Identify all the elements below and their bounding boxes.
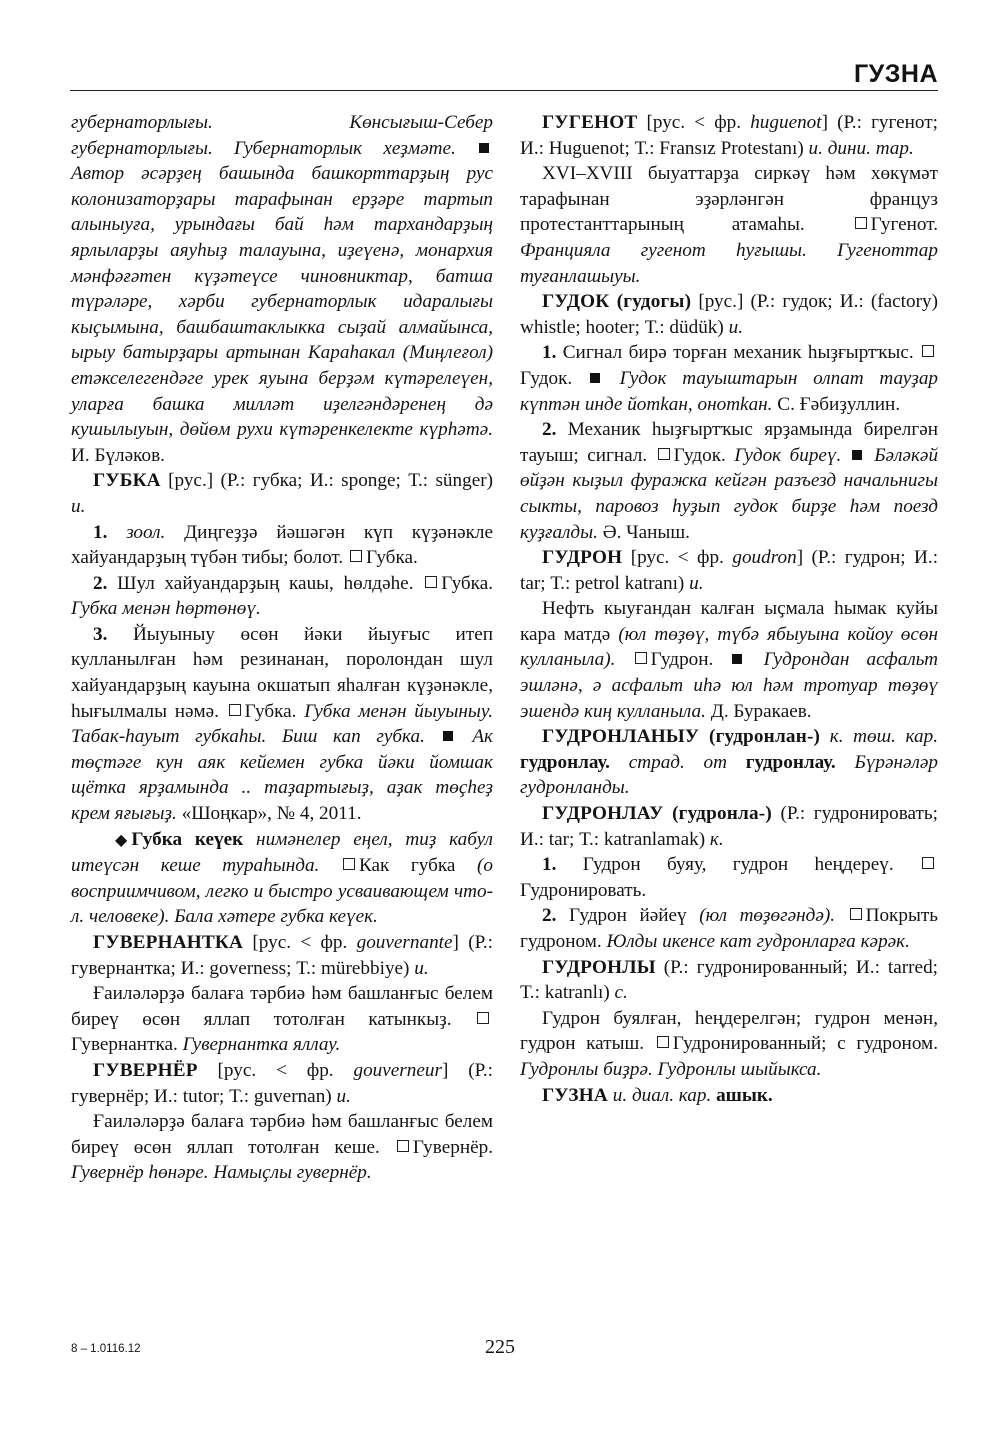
entry-guzna xyxy=(520,1083,938,1109)
grammar-info: ] (Р.: гудрон; И.: tar; Т.: petrol katranı) xyxy=(520,547,939,594)
sense xyxy=(71,571,493,622)
russian-equivalent-icon xyxy=(635,652,647,664)
grammar-label: к. төш. кар. xyxy=(829,726,938,748)
definition: Шул хайуандарҙың каuы, һөлдәhe. xyxy=(117,572,414,594)
example-text: Губка менән һөртөнөү. xyxy=(71,598,261,620)
russian-equivalent: Гудронировать. xyxy=(520,879,647,901)
grammar-info: (Р.: гудронированный; И.: tarred; Т.: katranlı) xyxy=(520,956,938,1004)
citation-source: С. Ғәбиҙуллин. xyxy=(777,393,901,415)
definition: Гудрон йәйеү xyxy=(568,905,687,927)
grammar-info: [рус.] (Р.: гудок; И.: (factory) whistle; hooter; Т.: düdük) xyxy=(520,291,938,338)
headword: ГУДРОНЛЫ xyxy=(542,956,656,978)
definition-gloss: (юл төҙөү, түбә ябыуына койоу өсөн кулланыла). xyxy=(520,623,938,671)
russian-equivalent: Гувернёр. xyxy=(412,1136,494,1158)
russian-equivalent: Гугенот. xyxy=(870,214,938,236)
grammar-label: страд. от xyxy=(628,751,727,773)
grammar-info: ] (Р.: гугенот; И.: Huguenot; Т.: Fransız Protestanı) xyxy=(520,112,938,159)
sense xyxy=(71,981,493,1058)
citation-source: Д. Буракаев. xyxy=(710,700,812,722)
sense xyxy=(520,340,938,417)
entry-gudronlau xyxy=(520,801,938,852)
example-text: Францияла гугенот һуғышы. Гугеноттар туғанлашыуы. xyxy=(520,239,938,287)
example-text: губернаторлығы. Көнсығыш-Себер губернаторлығы. Губернаторлык хеҙмәте. xyxy=(71,112,493,159)
example-text: Бала хәтере губка кеүек. xyxy=(174,906,378,928)
entry-gudron xyxy=(520,545,938,596)
sense-number: 2. xyxy=(93,572,108,594)
entry-gubka xyxy=(71,468,493,519)
russian-equivalent: Губка. xyxy=(244,700,297,722)
citation-marker-icon xyxy=(443,731,453,741)
russian-gloss: (о восприимчивом, легко и быстро усваивающем что-л. человеке). xyxy=(71,855,494,928)
domain-label: зоол. xyxy=(126,521,166,543)
part-of-speech: с. xyxy=(614,982,628,1004)
sense xyxy=(520,596,938,724)
definition: Гудрон буяу, гудрон һеңдереү. xyxy=(582,854,894,876)
headword: ГУДОК (гудогы) xyxy=(542,291,692,313)
example-text: Бүрәнәләр гудронланды. xyxy=(520,751,939,799)
example-text: Губка менән йыуыныу. Табак-һауыт губкаһы. Биш кап губка. xyxy=(71,700,493,748)
etymon: goudron xyxy=(732,547,797,569)
russian-equivalent: Гудок. xyxy=(520,367,573,389)
citation-marker-icon xyxy=(732,654,742,664)
running-head: ГУЗНА xyxy=(854,60,938,88)
sense xyxy=(71,1109,493,1186)
entry-continuation xyxy=(71,110,493,468)
entry-guvernantka xyxy=(71,930,493,981)
russian-equivalent: Гувернантка. xyxy=(71,1034,178,1056)
definition: Диңгеҙҙә йәшәгән күп күҙәнәкле хайуандарҙың түбән тибы; болот. xyxy=(71,521,494,569)
etymon: gouvernante xyxy=(356,932,453,953)
part-of-speech: к. xyxy=(709,828,724,850)
cross-reference: гудронлау. xyxy=(745,751,836,773)
cross-reference: ашык. xyxy=(716,1084,773,1106)
russian-equivalent: Гудронированный; с гудроном. xyxy=(672,1033,938,1055)
definition: Сигнал бирә торған механик һыҙғыртҡыс. xyxy=(562,342,914,364)
sense xyxy=(520,903,938,954)
russian-equivalent-icon xyxy=(229,704,241,716)
russian-equivalent: Губка. xyxy=(441,572,494,594)
grammar-info: [рус.] (Р.: губка; И.: sponge; Т.: sünger) xyxy=(168,470,494,492)
definition: XVI–XVIII быуаттарҙа сиркәү һәм хөкүмәт тарафынан эҙәрләнгән француз протестанттарының атамаһы. xyxy=(520,163,938,236)
phraseme xyxy=(71,827,493,930)
headword: ГУГЕНОТ xyxy=(542,112,638,133)
grammar-info: [рус. < фр. xyxy=(217,1059,334,1081)
russian-equivalent-icon xyxy=(922,857,934,869)
citation-marker-icon xyxy=(479,143,489,153)
grammar-info: [рус. < фр. xyxy=(646,112,742,133)
phraseme-definition: нимәнелер еңел, тиҙ кабул итеүсән кеше тураһында. xyxy=(71,828,494,877)
header-rule xyxy=(70,90,938,91)
sense xyxy=(71,622,493,827)
example-text: Гудок биреү. xyxy=(734,444,842,466)
citation-marker-icon xyxy=(590,373,600,383)
citation-text: Ак төҫтәге кун аяк кейемен губка йәки йомшак щётка ярҙамында .. таҙартығыҙ, аҙак төҫһеҙ крем яғығыҙ. xyxy=(71,726,494,825)
grammar-info: [рус. < фр. xyxy=(630,547,724,569)
headword: ГУБКА xyxy=(93,470,161,492)
definition-gloss: (юл төҙөгәндә). xyxy=(699,905,836,927)
russian-equivalent-icon xyxy=(425,576,437,588)
part-of-speech: и. xyxy=(689,572,704,594)
definition: Ғаиләләрҙә балаға тәрбиә һәм башланғыс белем биреү өсөн яллап тотолған катынкыҙ. xyxy=(71,983,493,1030)
russian-equivalent: Как губка xyxy=(358,855,456,877)
sense xyxy=(520,1006,938,1083)
entry-gudok xyxy=(520,289,938,340)
part-of-speech: и. xyxy=(414,957,429,979)
russian-equivalent-icon xyxy=(397,1140,409,1152)
russian-equivalent: Губка. xyxy=(365,547,418,569)
headword: ГУВЕРНАНТКА xyxy=(93,932,244,953)
phraseme-headword: Губка кеүек xyxy=(131,828,244,850)
citation-source: И. Бүләков. xyxy=(71,444,165,466)
entry-guverner xyxy=(71,1058,493,1109)
citation-source: Ә. Чаныш. xyxy=(602,521,690,543)
sense xyxy=(520,852,938,903)
grammar-label: и. диал. кар. xyxy=(612,1084,712,1106)
grammar-info: ] (Р.: гувернёр; И.: tutor; Т.: guvernan) xyxy=(71,1059,493,1107)
entry-gugenot xyxy=(520,110,938,161)
sense xyxy=(520,417,938,545)
part-of-speech: и. дини. тар. xyxy=(808,137,914,159)
russian-equivalent-icon xyxy=(657,1036,669,1048)
left-column xyxy=(71,110,493,1186)
russian-equivalent-icon xyxy=(658,448,670,460)
headword: ГУДРОН xyxy=(542,547,623,569)
citation-text: Гудрондан асфальт эшләнә, ә асфальт иһә юл һәм тротуар төҙөү эшендә киң кулланыла. xyxy=(520,649,939,722)
example-text: Гувернёр һөнәре. Намыҫлы гувернёр. xyxy=(71,1162,372,1184)
citation-marker-icon xyxy=(852,450,862,460)
etymon: gouverneur xyxy=(353,1059,442,1081)
sense-number: 2. xyxy=(542,905,557,927)
part-of-speech: и. xyxy=(728,316,743,338)
sense xyxy=(71,520,493,571)
russian-equivalent-icon xyxy=(343,858,355,870)
diamond-icon: ◆ xyxy=(115,831,128,849)
definition: Гудрон буялған, һеңдерелгән; гудрон менән, гудрон катыш. xyxy=(520,1007,938,1055)
russian-equivalent-icon xyxy=(855,217,867,229)
part-of-speech: и. xyxy=(71,495,86,517)
citation-source: «Шоңкар», № 4, 2011. xyxy=(181,803,362,825)
grammar-info: ] (Р.: гувернантка; И.: governess; Т.: mürebbiye) xyxy=(71,932,494,979)
cross-reference: гудронлау. xyxy=(520,751,610,773)
definition: Нефть кыуғандан калған ыҫмала һымак куйы кара матдә xyxy=(520,598,938,645)
example-text: Юлды икенсе кат гудронларға кәрәк. xyxy=(606,931,910,952)
sense xyxy=(520,161,938,289)
citation-text: Бәләкәй өйҙән кыҙыл фуражка кейгән разъезд начальнигы сыкты, паровоз һуҙып гудок бирҙе һәм поезд куҙғалды. xyxy=(520,444,939,543)
russian-equivalent-icon xyxy=(477,1012,489,1024)
headword: ГУДРОНЛАУ (гудронла-) xyxy=(542,803,772,825)
citation-text: Автор әсәрҙең башында башкорттарҙың рус колонизаторҙары тарафынан ерҙәре тартып алыныуға, урындағы бай һәм тархандарҙың ярлыларҙы аяуһыҙ талауына, иҙеүенә, монархия мәнфәғәтен күҙәтеүсе чиновниктар, батша түрәләре, хәрби губернаторлык идаралығы кыҫымына, башбаштаклыкка сыҙай алмайынса, ырыу батырҙары артынан Караһакал (Миңлеғол) етәкселегендәге урек яуына берҙәм күтәрелеүен, уларға башка милләт иҙелгәндәренең дә кушылыуын, дөйөм рухи күтәренкелекте күрһәтә. xyxy=(71,163,493,441)
sense-number: 1. xyxy=(542,854,557,876)
right-column xyxy=(520,110,938,1108)
sense-number: 2. xyxy=(542,419,557,441)
sense-number: 1. xyxy=(542,342,557,364)
definition: Йыуыныу өсөн йәки йыуғыс итеп кулланылған һәм резинанан, поролондан шул хайуандарҙың кауына окшатып яһалған күҙәнәкле, һығылмалы нәмә. xyxy=(71,623,493,722)
definition: Механик һыҙғыртҡыс ярҙамында бирелгән тауыш; сигнал. xyxy=(520,419,939,466)
example-text: Гувернантка яллау. xyxy=(182,1034,341,1056)
sense-number: 1. xyxy=(93,521,108,543)
headword: ГУЗНА xyxy=(542,1084,608,1106)
grammar-info: (Р.: гудронировать; И.: tar; Т.: katranlamak) xyxy=(520,803,939,850)
printer-signature: 8 – 1.0116.12 xyxy=(71,1343,141,1355)
russian-equivalent: Покрыть гудроном. xyxy=(520,905,938,952)
citation-text: Гудок тауыштарын олпат тауҙар күптән инде йотkан, онотkан. xyxy=(520,367,939,415)
part-of-speech: и. xyxy=(336,1085,351,1107)
russian-equivalent: Гудок. xyxy=(673,444,726,466)
russian-equivalent-icon xyxy=(850,908,862,920)
russian-equivalent-icon xyxy=(350,550,362,562)
headword: ГУДРОНЛАНЫУ (гудронлан-) xyxy=(542,726,821,748)
definition: Ғаиләләрҙә балаға тәрбиә һәм башланғыс белем биреү өсөн яллап тотолған кеше. xyxy=(71,1111,493,1158)
page-number: 225 xyxy=(485,1336,515,1358)
example-text: Гудронлы биҙрә. Гудронлы шыйыкса. xyxy=(520,1058,822,1080)
sense-number: 3. xyxy=(93,623,108,645)
russian-equivalent-icon xyxy=(922,345,934,357)
entry-gudronly xyxy=(520,955,938,1006)
russian-equivalent: Гудрон. xyxy=(650,649,714,671)
grammar-info: [рус. < фр. xyxy=(252,932,348,953)
etymon: huguenot xyxy=(750,112,822,133)
entry-gudronlanyu xyxy=(520,724,938,801)
headword: ГУВЕРНЁР xyxy=(93,1059,198,1081)
